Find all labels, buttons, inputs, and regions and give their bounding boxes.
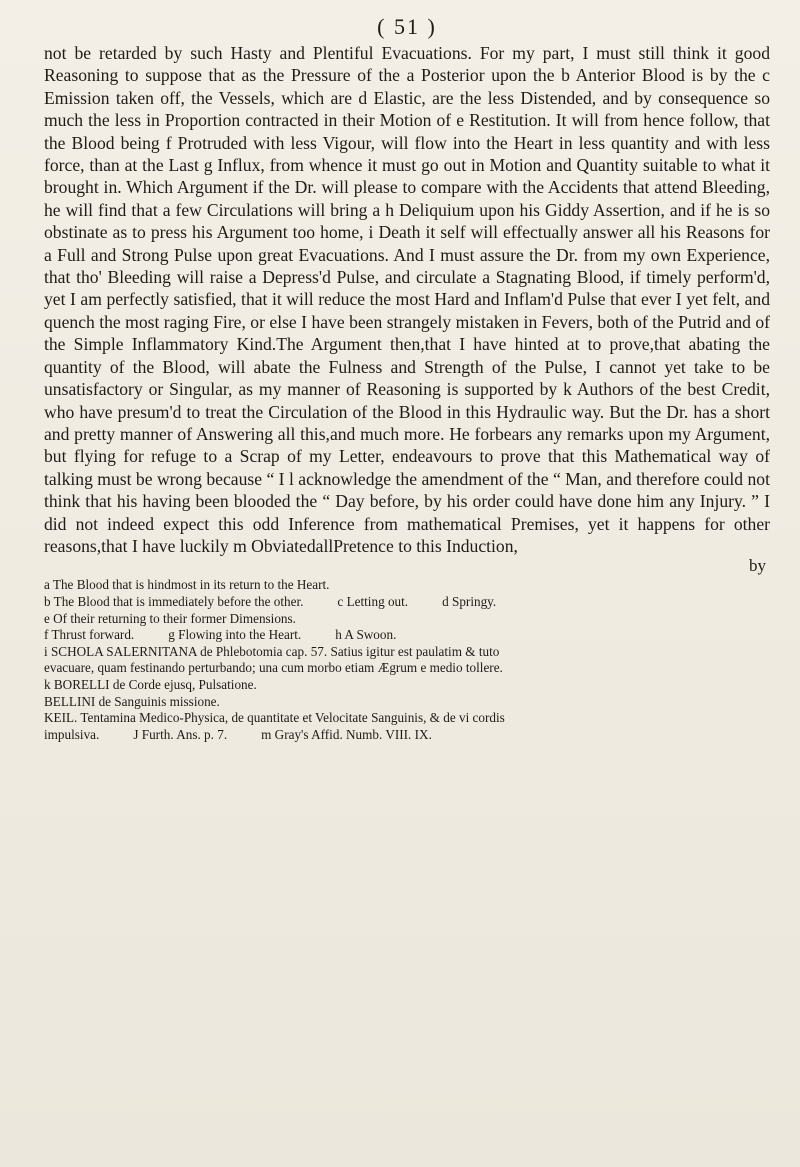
footnote-line (44, 677, 770, 694)
page-number: ( 51 ) (377, 14, 437, 39)
footnote-line (44, 627, 770, 644)
catchword: by (749, 556, 766, 576)
footnote: h A Swoon. (335, 627, 397, 643)
body-text (44, 42, 770, 557)
footnote: impulsiva. (44, 726, 100, 742)
footnote-line (44, 727, 770, 744)
footnote-line (44, 710, 770, 727)
footnote: b The Blood that is immediately before the other. (44, 593, 304, 609)
footnote: k BORELLI de Corde ejusq, Pulsatione. (44, 676, 257, 692)
footnote: BELLINI de Sanguinis missione. (44, 693, 220, 709)
footnote-line (44, 644, 770, 661)
footnote: KEIL. Tentamina Medico-Physica, de quantitate et Velocitate Sanguinis, & de vi cordis (44, 710, 505, 726)
footnote: evacuare, quam festinando perturbando; una cum morbo etiam Ægrum e medio tollere. (44, 660, 503, 676)
footnotes (44, 577, 770, 743)
footnote: e Of their returning to their former Dimensions. (44, 610, 296, 626)
footnote: d Springy. (442, 593, 497, 609)
footnote: g Flowing into the Heart. (168, 627, 302, 643)
footnote-line (44, 611, 770, 628)
footnote: i SCHOLA SALERNITANA de Phlebotomia cap. 57. Satius igitur est paulatim & tuto (44, 643, 500, 659)
main-paragraph: not be retarded by such Hasty and Plentiful Evacuations. For my part, I must still think it good Reasoning to suppose that as the Pressure of the a Posterior upon the b Anterior Blood is by the c Emission taken off, the Vessels, which are d Elastic, are the less Distended, and by consequence so much the less in Proportion contracted in their Motion of e Restitution. It will from hence follow, that the Blood being f Protruded with less Vigour, will flow into the Heart in less quantity and with less force, than at the Last g Influx, from whence it must go out in Motion and Quantity suitable to what it brought in. Which Argument if the Dr. will please to compare with the Accidents that attend Bleeding, he will find that a few Circulations will bring a h Deliquium upon his Giddy Assertion, and if he is so obstinate as to press his Argument too home, i Death it self will effectually answer all his Reasons for a Full and Strong Pulse upon great Evacuations. And I must assure the Dr. from my own Experience, that tho' Bleeding will raise a Depress'd Pulse, and circulate a Stagnating Blood, if timely perform'd, yet I am perfectly satisfied, that it will reduce the most Hard and Inflam'd Pulse that ever I yet felt, and quench the most raging Fire, or else I have been strangely mistaken in Fevers, both of the Putrid and of the Simple Inflammatory Kind.The Argument then,that I have hinted at to prove,that abating the quantity of the Blood, will abate the Fulness and Strength of the Pulse, I cannot yet take to be unsatisfactory or Singular, as my manner of Reasoning is supported by k Authors of the best Credit, who have presum'd to treat the Circulation of the Blood in this Hydraulic way. But the Dr. has a short and pretty manner of Answering all this,and much more. He forbears any remarks upon my Argument, but flying for refuge to a Scrap of my Letter, endeavours to prove that this Mathematical way of talking must be wrong because “ I l acknowledge the amendment of the “ Man, and therefore could not think that his having been blooded the “ Day before, by his order could have done him any Injury. ” I did not indeed expect this odd Inference from mathematical Premises, yet it happens for other reasons,that I have luckily m ObviatedallPretence to this Induction, (44, 43, 770, 556)
footnote: f Thrust forward. (44, 627, 135, 643)
footnote: a The Blood that is hindmost in its return to the Heart. (44, 577, 330, 593)
footnote-line (44, 577, 770, 594)
footnote-line (44, 694, 770, 711)
footnote: J Furth. Ans. p. 7. (133, 726, 228, 742)
footnote: m Gray's Affid. Numb. VIII. IX. (261, 726, 432, 742)
footnote: c Letting out. (337, 593, 409, 609)
footnote-line (44, 660, 770, 677)
footnote-line (44, 594, 770, 611)
